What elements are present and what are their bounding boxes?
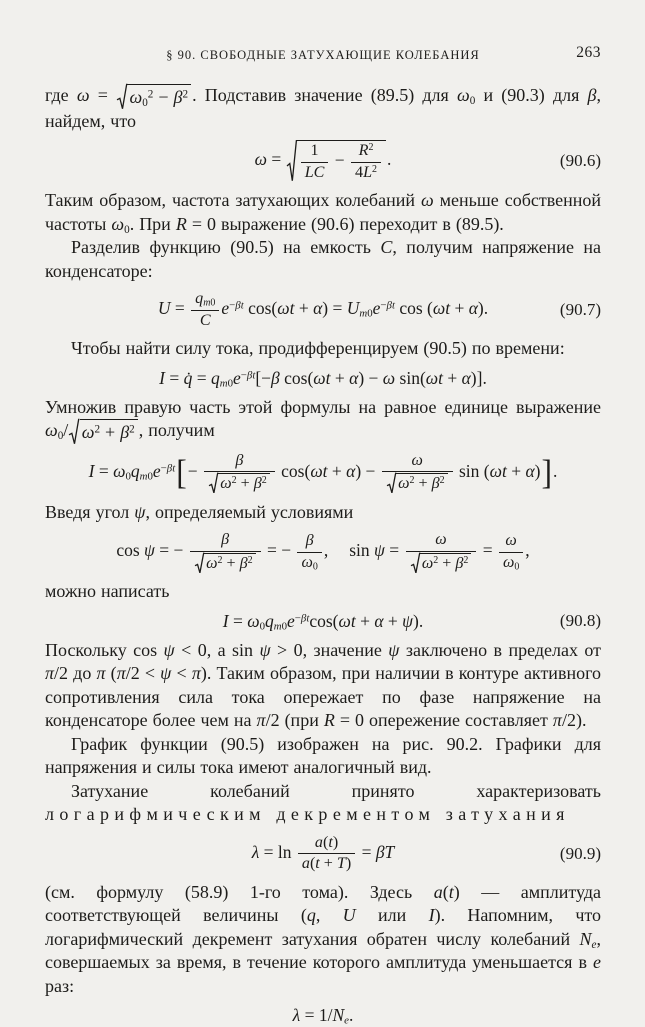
display-formula <box>45 531 601 573</box>
radical-icon <box>209 473 218 494</box>
fraction: $\frac{R^2}{4L^2}$ <box>351 142 381 182</box>
paragraph: (см. формулу (58.9) 1-го тома). Здесь a(t) — амплитуда соответствующей величины (q, U или I). Напомним, что логарифмический декремент затухания обратен числу колебаний $N_e$, совершаемых за время, в течение которого амплитуда уменьшается в e раз: <box>45 881 602 996</box>
page-header <box>45 46 601 64</box>
fraction: $\frac{\omega}{\omega^2 + \beta^2}$ <box>382 452 453 494</box>
formula-math: $\lambda = 1/N_e$. <box>292 1005 354 1027</box>
formula-math: λ = ln $\frac{a(t)}{a(t + T)}$ = βT <box>251 833 395 873</box>
fraction: $\frac{\beta}{\omega_0}$ <box>297 532 321 572</box>
fraction: $\frac{\beta}{\omega^2 + \beta^2}$ <box>204 452 275 494</box>
square-root: $\omega^2 + \beta^2$ <box>209 473 270 494</box>
equation-number: (90.9) <box>559 843 601 863</box>
radical-icon <box>69 419 79 445</box>
square-root: $\omega^2 + \beta^2$ <box>195 553 256 574</box>
display-formula <box>45 1005 601 1026</box>
radical-icon <box>195 553 204 574</box>
equation-number: (90.6) <box>559 151 601 171</box>
display-formula <box>45 290 601 330</box>
paragraph: Затухание колебаний принято характеризовать логарифмическим декрементом затухания <box>45 780 601 825</box>
paragraph: Чтобы найти силу тока, продифференцируем (90.5) по времени: <box>71 338 565 359</box>
page-number: 263 <box>576 44 601 61</box>
fraction: $\frac{\omega}{\omega_0}$ <box>499 532 523 572</box>
fraction: $\frac{1}{LC}$ <box>301 142 329 182</box>
square-root: $\frac{1}{LC}$ − $\frac{R^2}{4L^2}$ <box>287 140 386 182</box>
fraction: $\frac{\omega}{\omega^2 + \beta^2}$ <box>406 531 477 573</box>
fraction: $\frac{q_{m0}}{C}$ <box>191 290 219 330</box>
square-root: $\omega^2 + \beta^2$ <box>387 473 448 494</box>
paragraph: где ω = $\omega_0^2 - \beta^2$ . Подставив значение (89.5) для $\omega_0$ и (90.3) для β, найдем, что <box>45 85 602 131</box>
equation-number: (90.7) <box>559 300 601 320</box>
formula-math: I = q̇ = $q_{m0}e^{-\beta t}[-\beta$ cos(ωt + α) − ω sin(ωt + α)]. <box>159 367 487 390</box>
paragraph: Таким образом, частота затухающих колебаний ω меньше собственной частоты $\omega_0$. При R = 0 выражение (90.6) переходит в (89.5). <box>45 190 601 236</box>
paragraph: Поскольку cos ψ < 0, а sin ψ > 0, значение ψ заключено в пределах от π/2 до π (π/2 < ψ < π). Таким образом, при наличии в контуре активного сопротивления сила тока опережает по фазе напряжение на конденсаторе более чем на π/2 (при R = 0 опережение составляет π/2). <box>45 639 602 731</box>
equation-number: (90.8) <box>559 611 601 631</box>
formula-math: $I = \omega_0q_{m0}e^{-\beta t}[-$ $\frac{\beta}{\omega^2 + \beta^2}$ cos(ωt + α) − $\frac{\omega}{\omega^2 + \beta^2}$ sin (ωt + α)]. <box>88 451 558 493</box>
radical-icon <box>387 473 396 494</box>
paragraph: Введя угол ψ, определяемый условиями <box>45 501 354 522</box>
square-root: $\omega^2 + \beta^2$ <box>411 553 472 574</box>
fraction: $\frac{\beta}{\omega^2 + \beta^2}$ <box>190 531 261 573</box>
display-formula <box>45 140 601 182</box>
display-formula <box>45 368 601 389</box>
section-header: § 90. СВОБОДНЫЕ ЗАТУХАЮЩИЕ КОЛЕБАНИЯ <box>166 48 480 62</box>
display-formula <box>45 452 601 494</box>
square-root: $\omega_0^2 - \beta^2$ <box>117 84 191 110</box>
paragraph: График функции (90.5) изображен на рис. 90.2. Графики для напряжения и силы тока имеют аналогичный вид. <box>45 733 601 778</box>
radical-icon <box>117 84 127 110</box>
paragraph: Умножив правую часть этой формулы на равное единице выражение $\omega_0/$ $\omega^2 + \beta^2$ , получим <box>45 396 601 445</box>
radical-icon <box>287 140 297 182</box>
paragraph: можно написать <box>45 581 170 602</box>
radical-icon <box>411 553 420 574</box>
fraction: $\frac{a(t)}{a(t + T)}$ <box>298 834 355 874</box>
formula-math: ω = $\frac{1}{LC}$ − $\frac{R^2}{4L^2}$ . <box>254 142 392 181</box>
paragraph: Разделив функцию (90.5) на емкость C, получим напряжение на конденсаторе: <box>45 237 601 281</box>
formula-math: $I = \omega_0q_{m0}e^{-\beta t}\cos(\omega t + \alpha + \psi)$. <box>222 610 424 633</box>
square-root: $\omega^2 + \beta^2$ <box>69 419 137 445</box>
formula-math: U = $\frac{q_{m0}}{C}$ $e^{-\beta t}$ $\cos(\omega t + \alpha) = U_{m0}e^{-\beta t}$ cos (ωt + α). <box>157 290 489 329</box>
display-formula <box>45 611 601 632</box>
formula-math: cos ψ = − $\frac{\beta}{\omega^2 + \beta^2}$ = − $\frac{\beta}{\omega_0}$ , sin ψ = $\frac{\omega}{\omega^2 + \beta^2}$ = $\frac{\omega}{\omega_0}$ , <box>116 531 530 573</box>
display-formula <box>45 834 601 874</box>
page-content <box>45 84 601 1026</box>
